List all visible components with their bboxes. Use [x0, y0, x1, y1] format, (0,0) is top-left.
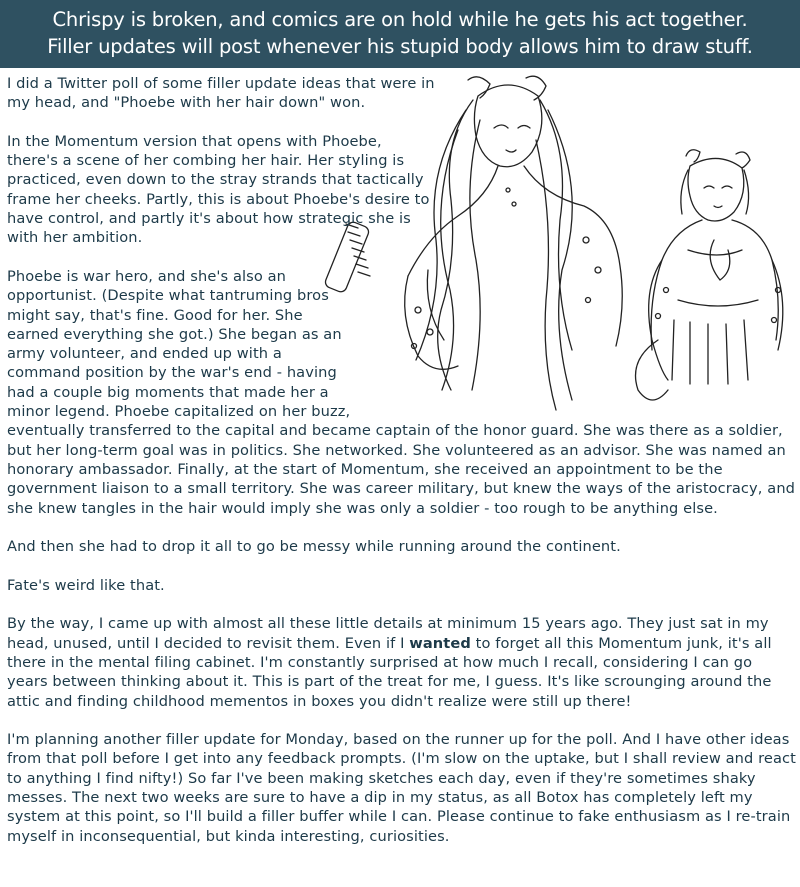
post-paragraph-4: And then she had to drop it all to go be messy while running around the continent. — [7, 538, 621, 556]
post-paragraph-6-end: to forget all this Momentum junk, it's all there in the mental filing cabinet. I'm constantly surprised at how much I recall, considering I can go years between thinking about it. This is part of the treat for me, I guess. It's like scrounging around the attic and finding childhood mementos in boxes you didn't realize were still up there! — [7, 634, 772, 710]
illustration-wrap-spacer — [352, 267, 797, 403]
post-paragraph-6-start: By the way, I came up with almost all these little details at minimum 15 years ago. They just sat in my head, unused, until I decided to revisit them. Even if I — [7, 615, 769, 652]
post-paragraph-5: Fate's weird like that. — [7, 576, 165, 594]
notice-banner — [0, 0, 800, 68]
blog-post — [7, 74, 797, 865]
post-paragraph-7: I'm planning another filler update for Monday, based on the runner up for the poll. And I have other ideas from that poll before I get into any feedback prompts. (I'm slow on the uptake, but I shall review and react to anything I find nifty!) So far I've been making sketches each day, even if they're sometimes shaky messes. The next two weeks are sure to have a dip in my status, as all Botox has completely left my system at this point, so I'll build a filler buffer while I can. Please continue to fake enthusiasm as I re-train myself in inconsequential, but kinda interesting, curiosities. — [7, 731, 796, 845]
notice-line-2: Filler updates will post whenever his stupid body allows him to draw stuff. — [47, 35, 753, 58]
emphasis-wanted: wanted — [409, 634, 471, 652]
post-paragraph-6 — [7, 614, 797, 710]
post-paragraph-2: In the Momentum version that opens with Phoebe, there's a scene of her combing her hair. Her styling is practiced, even down to the stray strands that tactically frame her cheeks. Partly, this is about Phoebe's desire to have control, and partly it's about how strategic she is with her ambition. — [7, 132, 430, 247]
post-paragraph-3: Phoebe is war hero, and she's also an opportunist. (Despite what tantruming bros might say, that's fine. Good for her. She earned everything she got.) She began as an army volunteer, and ended up with a command position by the war's end - having had a couple big moments that made her a minor legend. Phoebe capitalized on her buzz, eventually transferred to the capital and became captain of the honor guard. She was there as a soldier, but her long-term goal was in politics. She networked. She volunteered as an advisor. She was named an honorary ambassador. Finally, at the start of Momentum, she received an appointment to be the government liaison to a small territory. She was career military, but knew the ways of the aristocracy, and she knew tangles in the hair would imply she was only a soldier - too rough to be anything else. — [7, 267, 796, 517]
post-paragraph-1: I did a Twitter poll of some filler update ideas that were in my head, and "Phoebe with her hair down" won. — [7, 75, 435, 112]
notice-line-1: Chrispy is broken, and comics are on hold while he gets his act together. — [52, 8, 748, 31]
